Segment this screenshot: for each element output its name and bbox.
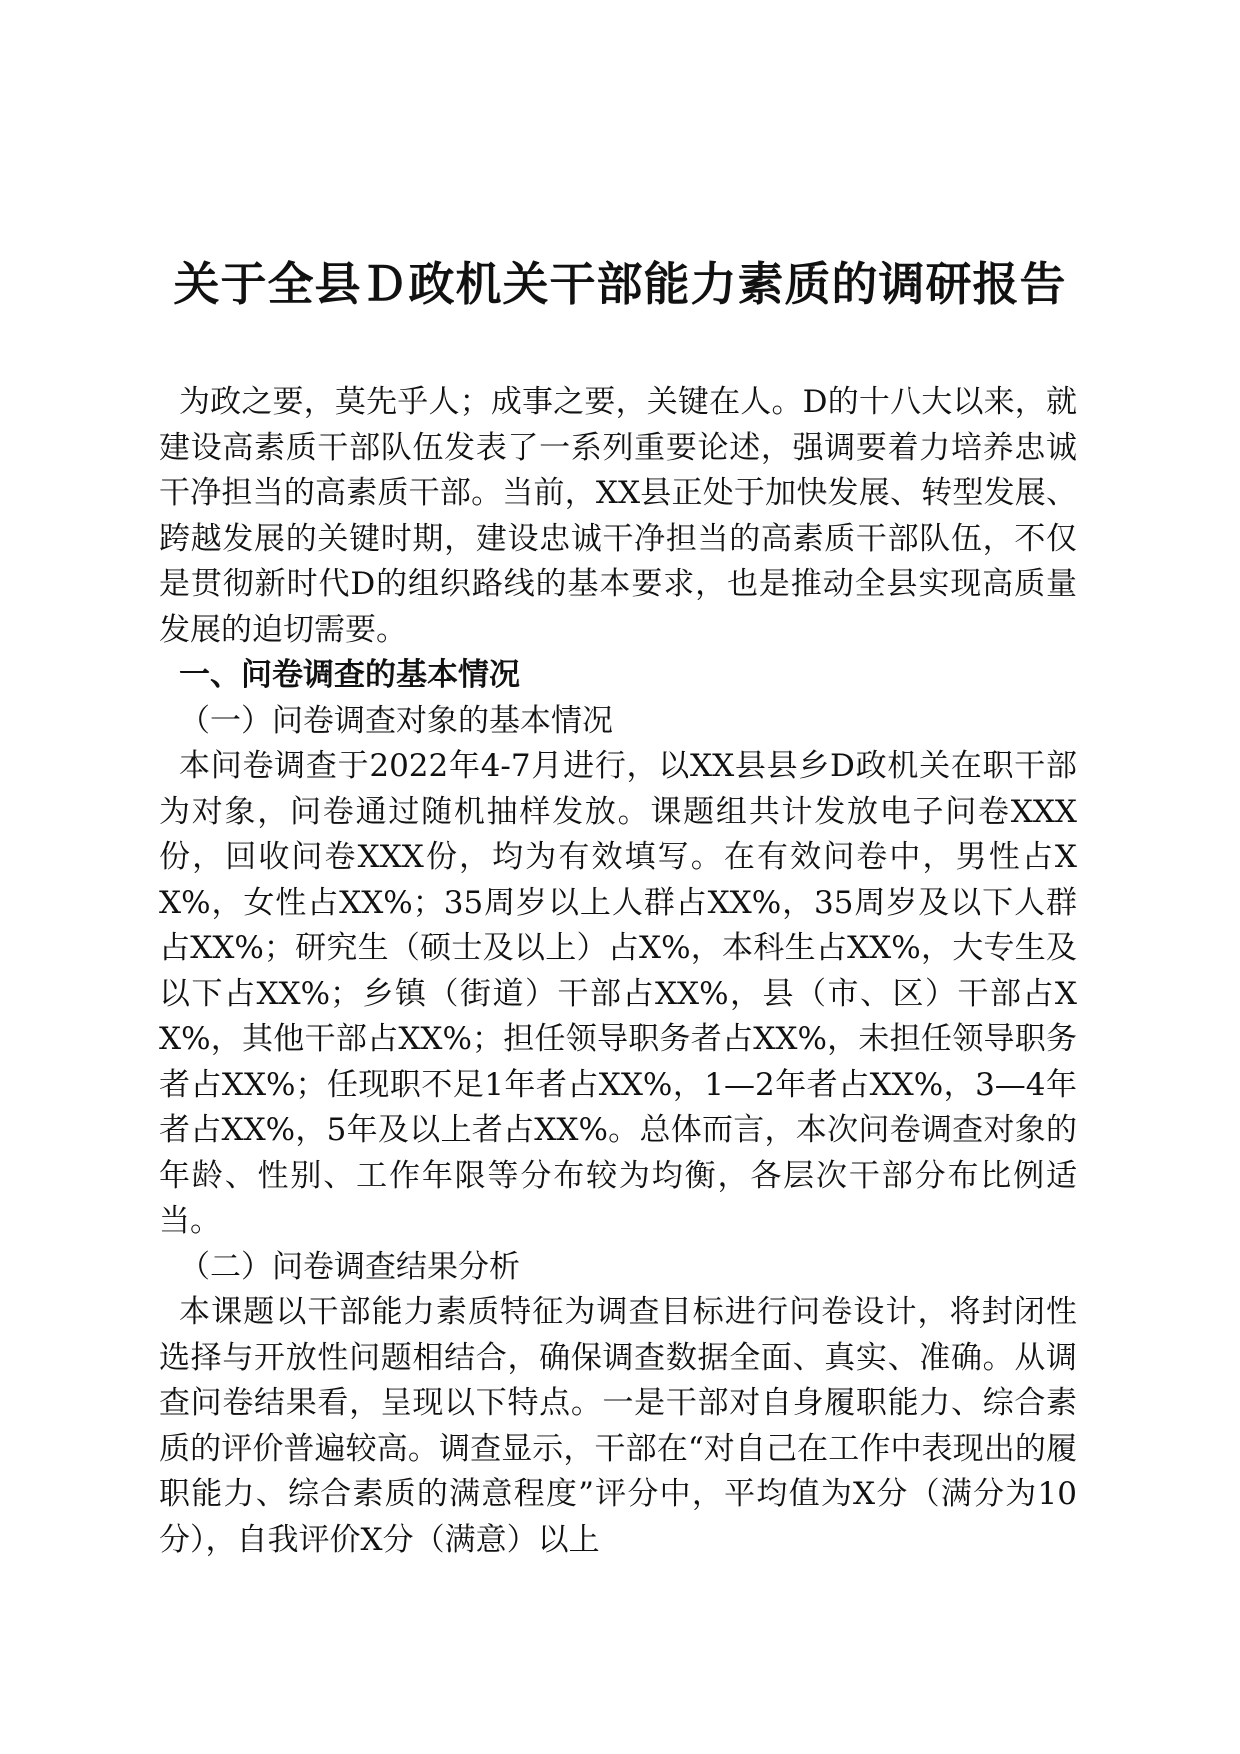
- document-body: [159, 380, 1077, 1563]
- subsection-heading-2: （二）问卷调查结果分析: [179, 1248, 520, 1285]
- subsection-1-paragraph: 本问卷调查于2022年4-7月进行，以XX县县乡D政机关在职干部为对象，问卷通过随机抽样发放。课题组共计发放电子问卷XXX份，回收问卷XXX份，均为有效填写。在有效问卷中，男性占XX%，女性占XX%；35周岁以上人群占XX%，35周岁及以下人群占XX%；研究生（硕士及以上）占X%，本科生占XX%，大专生及以下占XX%；乡镇（街道）干部占XX%，县（市、区）干部占XX%，其他干部占XX%；担任领导职务者占XX%，未担任领导职务者占XX%；任现职不足1年者占XX%，1—2年者占XX%，3—4年者占XX%，5年及以上者占XX%。总体而言，本次问卷调查对象的年龄、性别、工作年限等分布较为均衡，各层次干部分布比例适当。: [159, 748, 1077, 1239]
- section-heading-1: 一、问卷调查的基本情况: [179, 657, 520, 693]
- intro-paragraph: 为政之要，莫先乎人；成事之要，关键在人。D的十八大以来，就建设高素质干部队伍发表了一系列重要论述，强调要着力培养忠诚干净担当的高素质干部。当前，XX县正处于加快发展、转型发展、跨越发展的关键时期，建设忠诚干净担当的高素质干部队伍，不仅是贯彻新时代D的组织路线的基本要求，也是推动全县实现高质量发展的迫切需要。: [159, 384, 1077, 648]
- subsection-2-paragraph: 本课题以干部能力素质特征为调查目标进行问卷设计，将封闭性选择与开放性问题相结合，确保调查数据全面、真实、准确。从调查问卷结果看，呈现以下特点。一是干部对自身履职能力、综合素质的评价普遍较高。调查显示，干部在“对自己在工作中表现出的履职能力、综合素质的满意程度”评分中，平均值为X分（满分为10分），自我评价X分（满意）以上: [159, 1294, 1077, 1558]
- subsection-heading-1: （一）问卷调查对象的基本情况: [179, 702, 613, 739]
- document-title: 关于全县Ｄ政机关干部能力素质的调研报告: [173, 257, 1067, 311]
